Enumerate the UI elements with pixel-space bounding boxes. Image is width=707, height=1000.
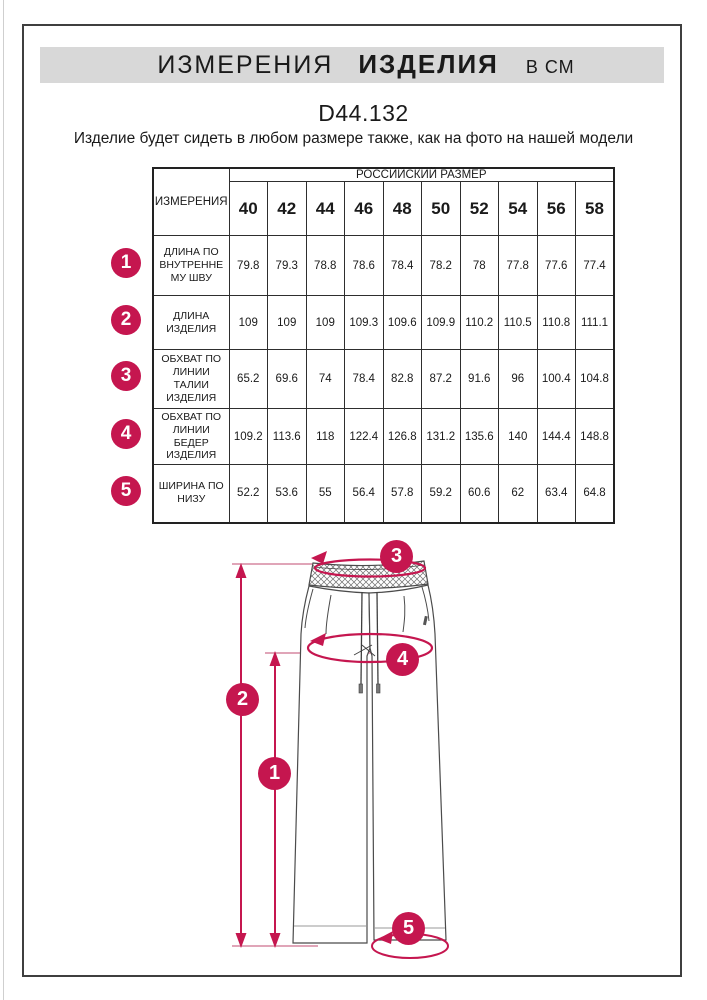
cell: 104.8 (576, 350, 615, 409)
cell: 110.2 (460, 296, 499, 350)
row-marker-badge: 4 (111, 419, 141, 449)
cell: 60.6 (460, 465, 499, 523)
russian-size-header: РОССИЙСКИЙ РАЗМЕР (229, 168, 614, 182)
cell: 74 (306, 350, 345, 409)
cell: 109 (306, 296, 345, 350)
row-label: ШИРИНА ПО НИЗУ (153, 465, 229, 523)
cell: 91.6 (460, 350, 499, 409)
cell: 148.8 (576, 409, 615, 465)
units-label: В СМ (525, 57, 575, 77)
size-col: 50 (422, 182, 461, 236)
row-label: ДЛИНА ПО ВНУТРЕННЕМУ ШВУ (153, 236, 229, 296)
garment-outline (293, 561, 446, 943)
row-marker-badge: 5 (111, 476, 141, 506)
cell: 56.4 (345, 465, 384, 523)
cell: 78.6 (345, 236, 384, 296)
cell: 78.2 (422, 236, 461, 296)
size-col: 40 (229, 182, 268, 236)
cell: 78.8 (306, 236, 345, 296)
diagram-marker-badge: 3 (380, 540, 413, 573)
cell: 109.6 (383, 296, 422, 350)
size-col: 58 (576, 182, 615, 236)
page-title: ИЗМЕРЕНИЯ (157, 51, 334, 79)
cell: 109.9 (422, 296, 461, 350)
cell: 140 (499, 409, 538, 465)
row-label: ОБХВАТ ПО ЛИНИИ БЕДЕР ИЗДЕЛИЯ (153, 409, 229, 465)
size-col: 44 (306, 182, 345, 236)
cell: 109 (268, 296, 307, 350)
diagram-marker-badge: 2 (226, 683, 259, 716)
size-col: 54 (499, 182, 538, 236)
cell: 59.2 (422, 465, 461, 523)
cell: 78.4 (383, 236, 422, 296)
cell: 52.2 (229, 465, 268, 523)
cell: 122.4 (345, 409, 384, 465)
cell: 62 (499, 465, 538, 523)
fit-note: Изделие будет сидеть в любом размере также, как на фото на нашей модели (73, 130, 634, 147)
cell: 118 (306, 409, 345, 465)
cell: 126.8 (383, 409, 422, 465)
row-label: ОБХВАТ ПО ЛИНИИ ТАЛИИ ИЗДЕЛИЯ (153, 350, 229, 409)
cell: 135.6 (460, 409, 499, 465)
row-marker-badge: 1 (111, 248, 141, 278)
cell: 100.4 (537, 350, 576, 409)
cell: 78.4 (345, 350, 384, 409)
size-col: 48 (383, 182, 422, 236)
diagram-marker-badge: 4 (386, 643, 419, 676)
cell: 144.4 (537, 409, 576, 465)
measurements-column-header: ИЗМЕРЕНИЯ (153, 168, 229, 236)
cell: 96 (499, 350, 538, 409)
waist-arrowhead-icon (311, 551, 327, 564)
row-marker-badge: 3 (111, 361, 141, 391)
diagram-marker-badge: 1 (258, 757, 291, 790)
page-title-emphasis: ИЗДЕЛИЯ (358, 49, 499, 79)
row-marker-badge: 2 (111, 305, 141, 335)
cell: 110.5 (499, 296, 538, 350)
size-col: 42 (268, 182, 307, 236)
cell: 77.8 (499, 236, 538, 296)
cell: 65.2 (229, 350, 268, 409)
cell: 57.8 (383, 465, 422, 523)
cell: 79.3 (268, 236, 307, 296)
inseam-length-arrow (270, 651, 281, 948)
size-col: 52 (460, 182, 499, 236)
cell: 77.4 (576, 236, 615, 296)
product-code: D44.132 (318, 100, 409, 126)
cell: 53.6 (268, 465, 307, 523)
cell: 64.8 (576, 465, 615, 523)
cell: 113.6 (268, 409, 307, 465)
size-col: 46 (345, 182, 384, 236)
cell: 79.8 (229, 236, 268, 296)
cell: 131.2 (422, 409, 461, 465)
diagram-marker-badge: 5 (392, 912, 425, 945)
garment-length-arrow (236, 563, 247, 948)
row-label: ДЛИНА ИЗДЕЛИЯ (153, 296, 229, 350)
cell: 78 (460, 236, 499, 296)
cell: 55 (306, 465, 345, 523)
cell: 110.8 (537, 296, 576, 350)
cell: 109 (229, 296, 268, 350)
cell: 111.1 (576, 296, 615, 350)
cell: 109.2 (229, 409, 268, 465)
size-col: 56 (537, 182, 576, 236)
cell: 69.6 (268, 350, 307, 409)
cell: 109.3 (345, 296, 384, 350)
cell: 82.8 (383, 350, 422, 409)
cell: 87.2 (422, 350, 461, 409)
cell: 77.6 (537, 236, 576, 296)
cell: 63.4 (537, 465, 576, 523)
